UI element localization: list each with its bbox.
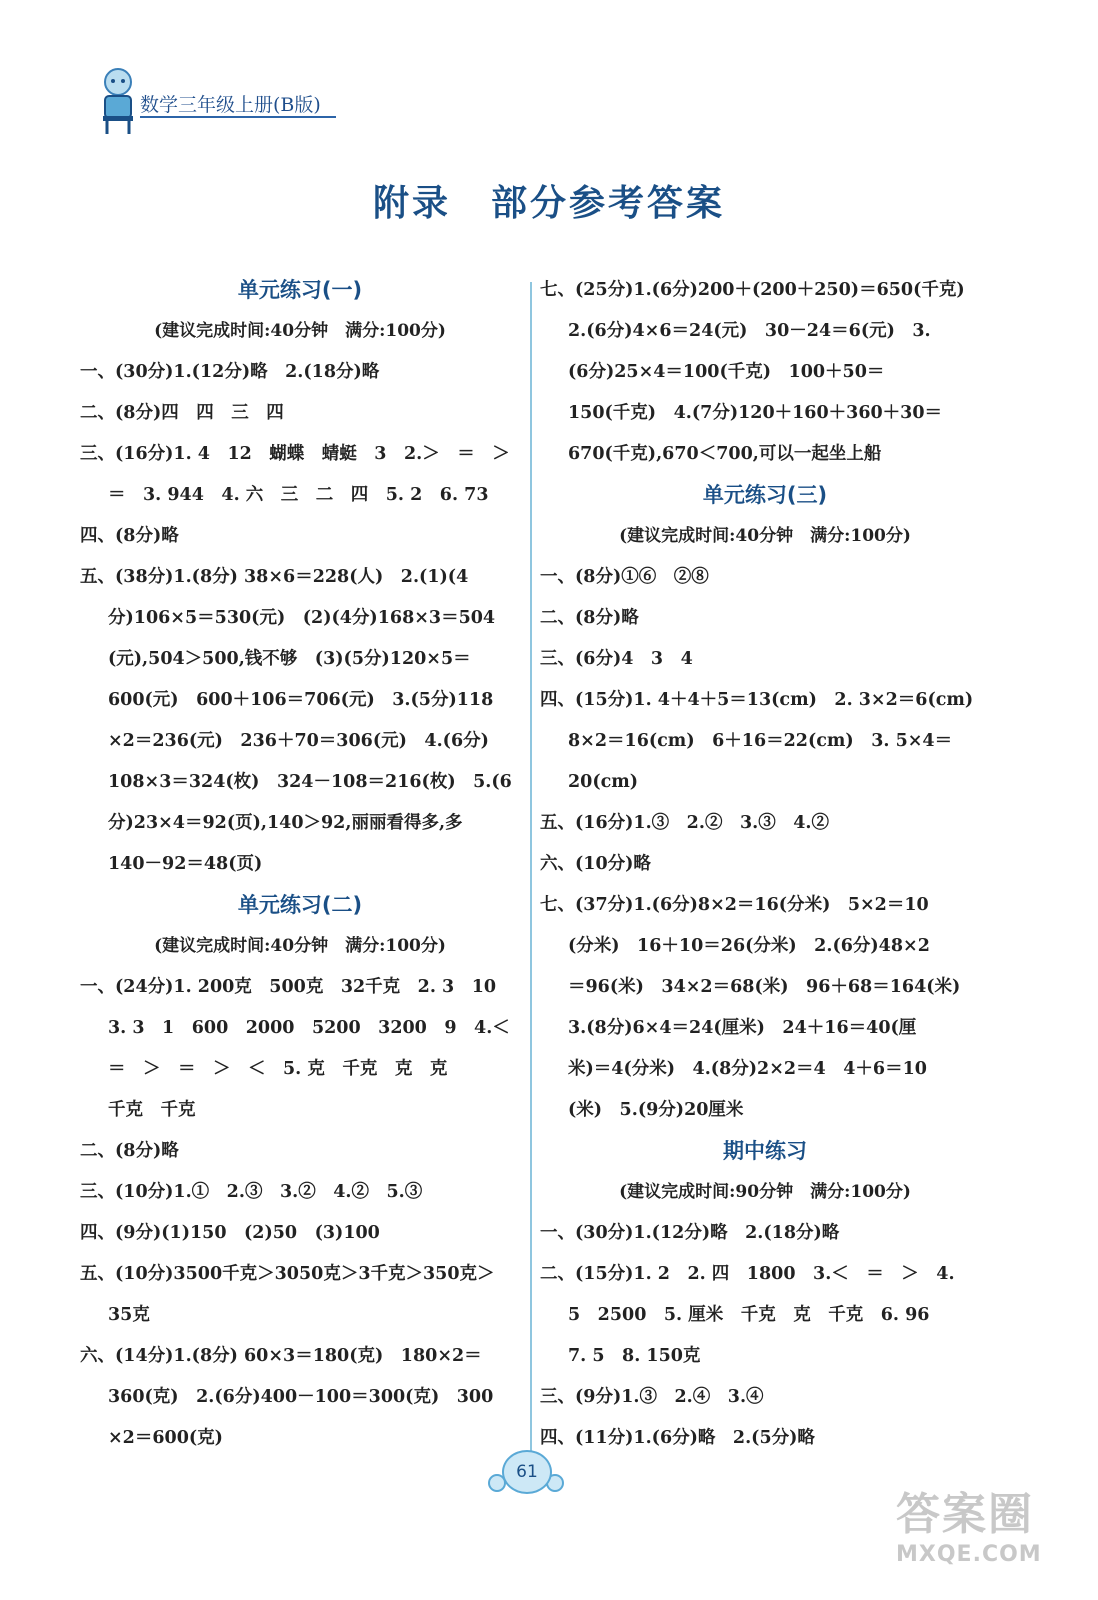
title-answers: 部分参考答案 — [491, 183, 726, 224]
answer-line: 150(千克) 4.(7分)120＋160＋360＋30＝ — [568, 403, 943, 423]
answer-line: (分米) 16＋10＝26(分米) 2.(6分)48×2 — [568, 936, 930, 956]
answer-line: 8×2＝16(cm) 6＋16＝22(cm) 3. 5×4＝ — [568, 731, 953, 751]
answer-line: 米)＝4(分米) 4.(8分)2×2＝4 4＋6＝10 — [568, 1059, 927, 1079]
answer-line: 五、(10分)3500千克＞3050克＞3千克＞350克＞ — [80, 1264, 495, 1284]
page-number: 61 — [502, 1450, 552, 1494]
answer-line: 7. 5 8. 150克 — [568, 1346, 701, 1366]
book-title: 数学三年级上册(B版) — [140, 94, 321, 116]
answer-line: 600(元) 600＋106＝706(元) 3.(5分)118 — [108, 690, 494, 710]
answer-line: 分)23×4＝92(页),140＞92,丽丽看得多,多 — [108, 813, 463, 833]
answer-line: ×2＝236(元) 236＋70＝306(元) 4.(6分) — [108, 731, 489, 751]
answer-line: 六、(10分)略 — [540, 854, 651, 874]
answer-line: 20(cm) — [568, 772, 639, 792]
section-note: (建议完成时间:40分钟 满分:100分) — [154, 936, 446, 956]
answer-line: 一、(30分)1.(12分)略 2.(18分)略 — [540, 1223, 840, 1243]
answer-line: 一、(30分)1.(12分)略 2.(18分)略 — [80, 362, 380, 382]
answer-line: (元),504＞500,钱不够 (3)(5分)120×5＝ — [108, 649, 471, 669]
section-note: (建议完成时间:40分钟 满分:100分) — [619, 526, 911, 546]
answer-line: 二、(8分)略 — [540, 608, 639, 628]
answer-line: ＝ 3. 944 4. 六 三 二 四 5. 2 6. 73 — [108, 485, 489, 505]
book-header — [98, 60, 358, 140]
answer-line: 七、(25分)1.(6分)200＋(200＋250)＝650(千克) — [540, 280, 965, 300]
section-note: (建议完成时间:90分钟 满分:100分) — [619, 1182, 911, 1202]
answer-line: ＝ ＞ ＝ ＞ ＜ 5. 克 千克 克 克 — [108, 1059, 448, 1079]
section-heading: 期中练习 — [723, 1139, 807, 1163]
answer-line: 108×3＝324(枚) 324－108＝216(枚) 5.(6 — [108, 772, 512, 792]
answer-line: 千克 千克 — [108, 1100, 196, 1120]
answer-line: 670(千克),670＜700,可以一起坐上船 — [568, 444, 882, 464]
answer-line: ＝96(米) 34×2＝68(米) 96＋68＝164(米) — [568, 977, 961, 997]
watermark-logo: 答案圈 — [896, 1489, 1034, 1540]
right-answer-column — [540, 270, 990, 1459]
answer-line: 二、(8分)略 — [80, 1141, 179, 1161]
answer-line: 二、(8分)四 四 三 四 — [80, 403, 284, 423]
answer-line: 四、(15分)1. 4＋4＋5＝13(cm) 2. 3×2＝6(cm) — [540, 690, 974, 710]
title-underline — [140, 116, 336, 118]
answer-line: 140－92＝48(页) — [108, 854, 263, 874]
answer-line: 三、(16分)1. 4 12 蝴蝶 蜻蜓 3 2.＞ ＝ ＞ — [80, 444, 510, 464]
answer-line: 四、(8分)略 — [80, 526, 179, 546]
answer-line: 360(克) 2.(6分)400－100＝300(克) 300 — [108, 1387, 494, 1407]
answer-line: 三、(9分)1.③ 2.④ 3.④ — [540, 1387, 764, 1407]
answer-line: 一、(24分)1. 200克 500克 32千克 2. 3 10 — [80, 977, 497, 997]
answer-line: 二、(15分)1. 2 2. 四 1800 3.＜ ＝ ＞ 4. — [540, 1264, 955, 1284]
answer-line: 五、(16分)1.③ 2.② 3.③ 4.② — [540, 813, 829, 833]
watermark-url: MXQE.COM — [896, 1542, 1042, 1567]
left-answer-column — [80, 270, 520, 1459]
answer-line: 2.(6分)4×6＝24(元) 30－24＝6(元) 3. — [568, 321, 931, 341]
answer-line: (米) 5.(9分)20厘米 — [568, 1100, 744, 1120]
page-title — [0, 175, 1098, 226]
answer-line: 四、(11分)1.(6分)略 2.(5分)略 — [540, 1428, 815, 1448]
section-heading: 单元练习(三) — [702, 483, 828, 507]
answer-line: ×2＝600(克) — [108, 1428, 223, 1448]
title-appendix: 附录 — [372, 183, 451, 224]
section-heading: 单元练习(二) — [237, 893, 363, 917]
column-divider — [530, 282, 532, 1460]
answer-line: 35克 — [108, 1305, 150, 1325]
answer-line: 一、(8分)①⑥ ②⑧ — [540, 567, 709, 587]
section-note: (建议完成时间:40分钟 满分:100分) — [154, 321, 446, 341]
answer-line: 5 2500 5. 厘米 千克 克 千克 6. 96 — [568, 1305, 930, 1325]
answer-line: 七、(37分)1.(6分)8×2＝16(分米) 5×2＝10 — [540, 895, 929, 915]
answer-line: 分)106×5＝530(元) (2)(4分)168×3＝504 — [108, 608, 496, 628]
page-number-badge — [488, 1448, 564, 1498]
answer-line: 三、(10分)1.① 2.③ 3.② 4.② 5.③ — [80, 1182, 423, 1202]
answer-line: 五、(38分)1.(8分) 38×6＝228(人) 2.(1)(4 — [80, 567, 469, 587]
answer-line: 3. 3 1 600 2000 5200 3200 9 4.＜ — [108, 1018, 510, 1038]
watermark — [896, 1478, 1076, 1588]
student-mascot-icon — [98, 66, 138, 136]
answer-line: 三、(6分)4 3 4 — [540, 649, 693, 669]
answer-line: 六、(14分)1.(8分) 60×3＝180(克) 180×2＝ — [80, 1346, 482, 1366]
answer-line: (6分)25×4＝100(千克) 100＋50＝ — [568, 362, 885, 382]
answer-line: 3.(8分)6×4＝24(厘米) 24＋16＝40(厘 — [568, 1018, 917, 1038]
section-heading: 单元练习(一) — [237, 278, 363, 302]
answer-line: 四、(9分)(1)150 (2)50 (3)100 — [80, 1223, 380, 1243]
